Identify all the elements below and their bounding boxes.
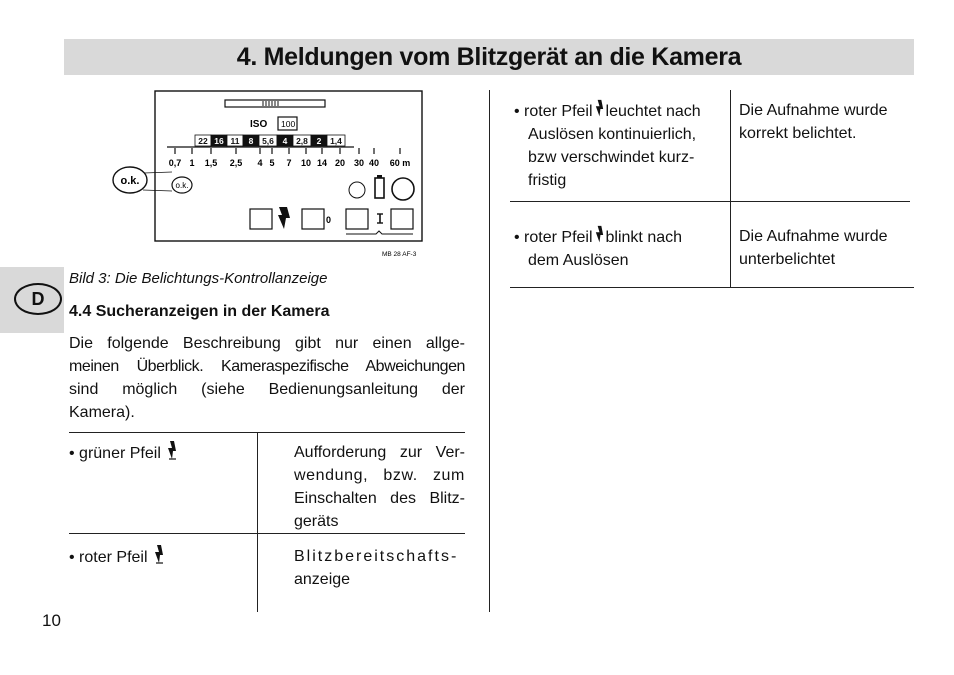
iso-value: 100 <box>281 119 296 129</box>
table-column-divider <box>730 90 731 287</box>
distance-value: 7 <box>286 158 292 168</box>
distance-value: 40 <box>368 158 380 168</box>
distance-value: 30 <box>353 158 365 168</box>
table-rule <box>510 287 914 288</box>
distance-value: 0,7 <box>168 158 182 168</box>
aperture-value: 16 <box>214 136 224 146</box>
table-row-meaning <box>294 441 465 533</box>
table-rule <box>69 533 465 534</box>
page-column-divider <box>489 90 490 612</box>
condition-text: • roter Pfeil <box>514 229 593 246</box>
flash-bolt-icon <box>278 207 290 229</box>
battery-icon <box>375 178 384 198</box>
meaning-line: wendung, bzw. zum <box>294 467 465 484</box>
meaning-line: Aufforderung zur Ver- <box>294 444 465 461</box>
bracket-line <box>346 231 413 234</box>
sync-mode-icon <box>377 214 383 223</box>
intro-line: sind möglich (siehe Bedienungsanleitung der <box>69 381 465 398</box>
condition-line: bzw verschwindet kurz- <box>528 149 695 166</box>
intro-line: Kamera). <box>69 404 135 421</box>
meaning-line: Einschalten des Blitz- <box>294 490 465 507</box>
language-tab-label: D <box>14 283 62 315</box>
battery-terminal <box>377 175 382 178</box>
condition-text: • roter Pfeil <box>69 549 148 566</box>
table-row-condition <box>514 225 726 272</box>
ok-leader-line <box>144 172 172 173</box>
distance-value: 4 <box>257 158 263 168</box>
red-flash-arrow-icon <box>594 225 605 245</box>
distance-value: 60 m <box>389 158 411 168</box>
table-row-meaning <box>739 99 909 145</box>
condition-text: • grüner Pfeil <box>69 445 161 462</box>
aperture-value: 1,4 <box>330 136 342 146</box>
distance-value: 20 <box>334 158 346 168</box>
lamp-box <box>250 209 272 229</box>
intro-line: meinen Überblick. Kameraspezifische Abweichungen <box>69 358 465 375</box>
intro-paragraph <box>69 332 465 424</box>
aperture-scale <box>195 135 345 146</box>
meaning-line: Blitzbereitschafts- <box>294 548 459 565</box>
condition-line: fristig <box>528 172 567 189</box>
table-rule <box>69 432 465 433</box>
distance-value: 10 <box>300 158 312 168</box>
aperture-value: 8 <box>248 136 254 146</box>
page-title: 4. Meldungen vom Blitzgerät an die Kamera <box>236 43 742 71</box>
distance-value: 2,5 <box>229 158 243 168</box>
green-flash-arrow-icon <box>166 441 178 461</box>
aperture-value: 2 <box>316 136 322 146</box>
iso-label: ISO <box>250 119 268 130</box>
aperture-value: 4 <box>282 136 288 146</box>
table-column-divider <box>257 432 258 612</box>
iso-slider-knob <box>263 101 278 106</box>
distance-value: 5 <box>269 158 275 168</box>
condition-text: • roter Pfeil <box>514 103 593 120</box>
indicator-circle-small <box>349 182 365 198</box>
ok-indicator-large-label: o.k. <box>120 175 140 187</box>
meaning-line: Die Aufnahme wurde <box>739 228 888 245</box>
ok-indicator-small-label: o.k. <box>175 181 189 190</box>
aperture-value: 5,6 <box>262 136 274 146</box>
aperture-value: 22 <box>198 136 208 146</box>
condition-line: dem Auslösen <box>528 252 629 269</box>
intro-line: Die folgende Beschreibung gibt nur einen allge- <box>69 335 465 352</box>
meaning-line: anzeige <box>294 571 351 588</box>
lamp-box <box>391 209 413 229</box>
red-flash-arrow-icon <box>594 99 605 119</box>
figure-code: MB 28 AF-3 <box>382 251 417 258</box>
exposure-control-diagram <box>110 88 430 263</box>
meaning-line: korrekt belichtet. <box>739 125 857 142</box>
table-row-meaning <box>739 225 909 271</box>
condition-line: Auslösen kontinuierlich, <box>528 126 697 143</box>
page-number: 10 <box>42 611 61 630</box>
meaning-line: geräts <box>294 513 339 530</box>
distance-scale <box>169 148 411 168</box>
distance-value: 1,5 <box>204 158 218 168</box>
lamp-box <box>302 209 324 229</box>
figure-caption: Bild 3: Die Belichtungs-Kontrollanzeige <box>69 270 328 287</box>
distance-value: 1 <box>189 158 195 168</box>
lamp-box <box>346 209 368 229</box>
ok-leader-line <box>143 190 172 191</box>
section-heading: 4.4 Sucheranzeigen in der Kamera <box>69 303 330 320</box>
table-row-condition <box>69 545 166 569</box>
table-row-condition <box>69 441 179 465</box>
meaning-line: unterbelichtet <box>739 251 836 268</box>
zero-label: 0 <box>326 215 332 225</box>
table-rule <box>510 201 910 202</box>
table-row-condition <box>514 99 726 192</box>
red-flash-arrow-icon <box>153 545 165 565</box>
aperture-value: 2,8 <box>296 136 308 146</box>
table-row-meaning <box>294 545 465 591</box>
condition-text: leuchtet nach <box>605 103 701 120</box>
aperture-value: 11 <box>230 136 240 146</box>
condition-text: blinkt nach <box>605 229 683 246</box>
indicator-circle-large <box>392 178 414 200</box>
distance-value: 14 <box>316 158 328 168</box>
meaning-line: Die Aufnahme wurde <box>739 102 888 119</box>
